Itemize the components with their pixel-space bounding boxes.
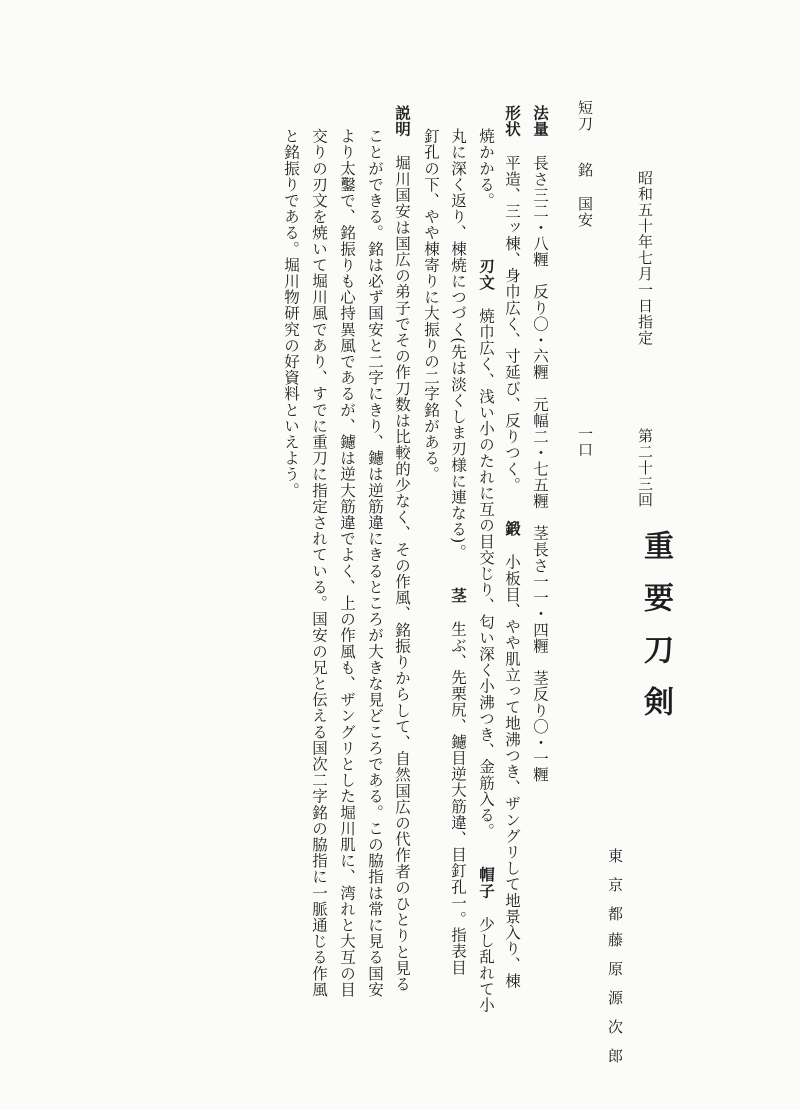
setsumei-line-1 bbox=[394, 105, 411, 992]
boushi-text-cont: 丸に深く返り、棟焼につづく(先は淡くしま刃様に連なる)。 bbox=[449, 128, 467, 560]
boushi-text: 少し乱れて小 bbox=[477, 916, 495, 1013]
setsumei-label: 説明 bbox=[393, 105, 412, 138]
document-title: 重要刀剣 bbox=[638, 530, 673, 738]
owner-name: 藤原源次郎 bbox=[606, 932, 624, 1077]
hamon-label: 刃文 bbox=[477, 258, 496, 291]
kitae-text: 小板目、やや肌立って地沸つき、ザングリして地景入り、棟 bbox=[503, 554, 521, 989]
nakago-line bbox=[450, 128, 467, 975]
location: 東京都 bbox=[606, 848, 624, 935]
designation-date: 昭和五十年七月一日指定 bbox=[636, 170, 654, 346]
setsumei-line-5: と銘振りである。堀川物研究の好資料といえよう。 bbox=[282, 128, 300, 499]
houryou-text: 長さ三二・八糎 反り〇・六糎 元幅二・七五糎 茎長さ一一・四糎 茎反り〇・一糎 bbox=[531, 154, 549, 783]
setsumei-line-2: ことができる。銘は必ず国安と二字にきり、鑢は逆筋違にきるところが大きな見どころである。この脇指は常に見る国安 bbox=[366, 128, 384, 998]
setsumei-text-1: 堀川国安は国広の弟子でその作刀数は比較的少なく、その作風、銘振りからして、自然国広の代作者のひとりと見る bbox=[393, 154, 411, 992]
hamon-text: 焼巾広く、浅い小のたれに互の目交じり、匂い深く小沸つき、金筋入る。 bbox=[477, 307, 495, 840]
nakago-line-2: 釘孔の下、やや棟寄りに大振りの二字銘がある。 bbox=[422, 128, 440, 483]
nakago-text: 生ぶ、先栗尻、鑢目逆大筋違、目釘孔一。指表目 bbox=[449, 621, 467, 976]
session-number: 第二十三回 bbox=[636, 428, 654, 508]
setsumei-line-3: より太鑿で、銘振りも心持異風であるが、鑢は逆大筋違でよく、上の作風も、ザングリとした堀川肌に、湾れと大互の目 bbox=[338, 128, 356, 998]
nakago-label: 茎 bbox=[449, 587, 468, 604]
kitae-text-cont: 焼かかる。 bbox=[477, 128, 495, 209]
item-count: 一口 bbox=[576, 426, 594, 458]
setsumei-line-4: 交りの刃文を焼いて堀川風であり、すでに重刀に指定されている。国安の兄と伝える国次二字銘の脇指に一脈通じる作風 bbox=[310, 128, 328, 998]
houryou-line bbox=[532, 105, 549, 783]
keijou-text: 平造、三ッ棟、身巾広く、寸延び、反りつく。 bbox=[503, 154, 521, 493]
hamon-line bbox=[478, 128, 495, 1013]
item-smith: 国安 bbox=[576, 195, 594, 228]
kitae-label: 鍛 bbox=[503, 520, 522, 537]
item-sig-label: 銘 bbox=[576, 161, 594, 178]
item-type: 短刀 bbox=[576, 100, 594, 132]
houryou-label: 法量 bbox=[531, 105, 550, 138]
keijou-label: 形状 bbox=[503, 105, 522, 138]
keijou-line bbox=[504, 105, 521, 989]
boushi-label: 帽子 bbox=[477, 866, 496, 899]
item-line bbox=[577, 100, 592, 228]
